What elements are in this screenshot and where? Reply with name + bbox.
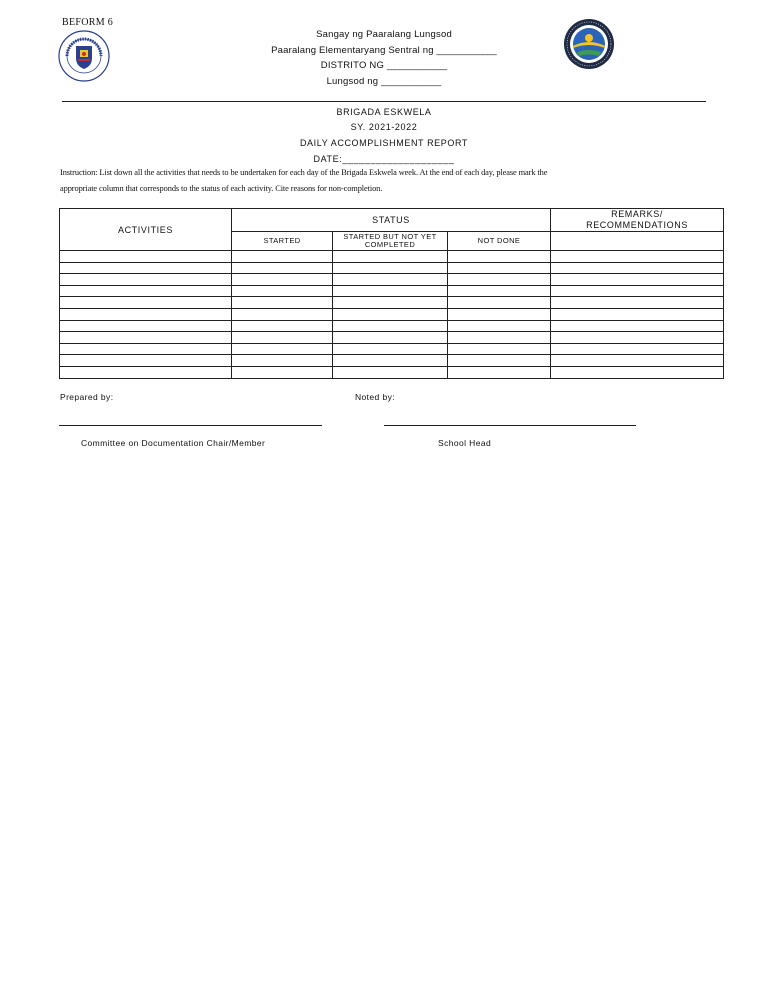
remarks-cell[interactable]: [551, 251, 724, 263]
activity-cell[interactable]: [60, 355, 232, 367]
header-divider: [62, 101, 706, 102]
header-division: Sangay ng Paaralang Lungsod: [316, 29, 452, 40]
not-done-cell[interactable]: [448, 366, 551, 378]
prepared-by-role: Committee on Documentation Chair/Member: [81, 438, 266, 448]
not-done-cell[interactable]: [448, 355, 551, 367]
started-not-completed-cell[interactable]: [333, 274, 448, 286]
not-done-cell[interactable]: [448, 262, 551, 274]
subheader-line-1: STARTED BUT NOT YET: [343, 232, 437, 241]
started-not-completed-cell[interactable]: [333, 320, 448, 332]
instruction-line-2: appropriate column that corresponds to the status of each activity. Cite reasons for non-completion.: [60, 184, 383, 193]
subheader-started: STARTED: [232, 232, 333, 251]
not-done-cell[interactable]: [448, 332, 551, 344]
started-cell[interactable]: [232, 251, 333, 263]
subheader-started-not-completed: [333, 232, 448, 251]
noted-by-signature-line[interactable]: [384, 425, 636, 426]
table-row: [60, 285, 724, 297]
column-header-status: STATUS: [232, 209, 551, 232]
not-done-cell[interactable]: [448, 274, 551, 286]
remarks-label-line-1: REMARKS/: [611, 209, 663, 219]
table-row: [60, 366, 724, 378]
not-done-cell[interactable]: [448, 251, 551, 263]
started-not-completed-cell[interactable]: [333, 308, 448, 320]
report-title: DAILY ACCOMPLISHMENT REPORT: [299, 138, 469, 148]
activity-cell[interactable]: [60, 320, 232, 332]
activity-cell[interactable]: [60, 343, 232, 355]
header-district: DISTRITO NG ___________: [320, 60, 448, 71]
form-code: BEFORM 6: [62, 17, 114, 28]
activity-cell[interactable]: [60, 308, 232, 320]
started-cell[interactable]: [232, 355, 333, 367]
started-cell[interactable]: [232, 262, 333, 274]
activity-cell[interactable]: [60, 285, 232, 297]
started-cell[interactable]: [232, 285, 333, 297]
remarks-label-line-2: RECOMMENDATIONS: [586, 220, 688, 230]
started-not-completed-cell[interactable]: [333, 366, 448, 378]
remarks-cell[interactable]: [551, 308, 724, 320]
activity-cell[interactable]: [60, 297, 232, 309]
started-not-completed-cell[interactable]: [333, 262, 448, 274]
started-not-completed-cell[interactable]: [333, 285, 448, 297]
not-done-cell[interactable]: [448, 320, 551, 332]
noted-by-role: School Head: [438, 438, 492, 448]
subheader-not-done: NOT DONE: [448, 232, 551, 251]
started-not-completed-cell[interactable]: [333, 297, 448, 309]
column-header-activities: ACTIVITIES: [60, 209, 232, 251]
not-done-cell[interactable]: [448, 343, 551, 355]
not-done-cell[interactable]: [448, 297, 551, 309]
table-row: [60, 355, 724, 367]
started-not-completed-cell[interactable]: [333, 251, 448, 263]
not-done-cell[interactable]: [448, 285, 551, 297]
started-cell[interactable]: [232, 343, 333, 355]
table-row: [60, 332, 724, 344]
table-row: [60, 343, 724, 355]
started-not-completed-cell[interactable]: [333, 343, 448, 355]
table-body: [60, 251, 724, 379]
started-not-completed-cell[interactable]: [333, 332, 448, 344]
instruction-text: [60, 165, 680, 197]
remarks-cell[interactable]: [551, 355, 724, 367]
remarks-cell[interactable]: [551, 297, 724, 309]
instruction-line-1: Instruction: List down all the activities that needs to be undertaken for each day of the Brigada Eskwela week. At the end of each day, please mark the: [60, 168, 548, 177]
header-school: Paaralang Elementaryang Sentral ng ___________: [271, 45, 497, 56]
subheader-line-2: COMPLETED: [364, 240, 416, 249]
remarks-cell[interactable]: [551, 332, 724, 344]
activity-cell[interactable]: [60, 366, 232, 378]
report-program-title: BRIGADA ESKWELA: [336, 107, 432, 117]
remarks-cell[interactable]: [551, 274, 724, 286]
remarks-cell[interactable]: [551, 262, 724, 274]
remarks-input-cell[interactable]: [551, 232, 724, 251]
remarks-cell[interactable]: [551, 366, 724, 378]
activities-table: [59, 208, 724, 379]
activity-cell[interactable]: [60, 274, 232, 286]
date-field: DATE:____________________: [313, 154, 455, 164]
started-cell[interactable]: [232, 308, 333, 320]
table-row: [60, 274, 724, 286]
remarks-cell[interactable]: [551, 320, 724, 332]
started-cell[interactable]: [232, 332, 333, 344]
prepared-by-label: Prepared by:: [60, 392, 114, 402]
started-cell[interactable]: [232, 274, 333, 286]
table-row: [60, 320, 724, 332]
header-city: Lungsod ng ___________: [326, 76, 442, 87]
table-row: [60, 262, 724, 274]
started-cell[interactable]: [232, 320, 333, 332]
activity-cell[interactable]: [60, 262, 232, 274]
activity-cell[interactable]: [60, 332, 232, 344]
activity-cell[interactable]: [60, 251, 232, 263]
remarks-cell[interactable]: [551, 285, 724, 297]
table-row: [60, 308, 724, 320]
remarks-cell[interactable]: [551, 343, 724, 355]
column-header-remarks: [551, 209, 724, 232]
table-row: [60, 251, 724, 263]
started-cell[interactable]: [232, 366, 333, 378]
noted-by-label: Noted by:: [355, 392, 395, 402]
prepared-by-signature-line[interactable]: [59, 425, 322, 426]
table-row: [60, 297, 724, 309]
not-done-cell[interactable]: [448, 308, 551, 320]
school-year: SY. 2021-2022: [350, 122, 418, 132]
started-not-completed-cell[interactable]: [333, 355, 448, 367]
started-cell[interactable]: [232, 297, 333, 309]
